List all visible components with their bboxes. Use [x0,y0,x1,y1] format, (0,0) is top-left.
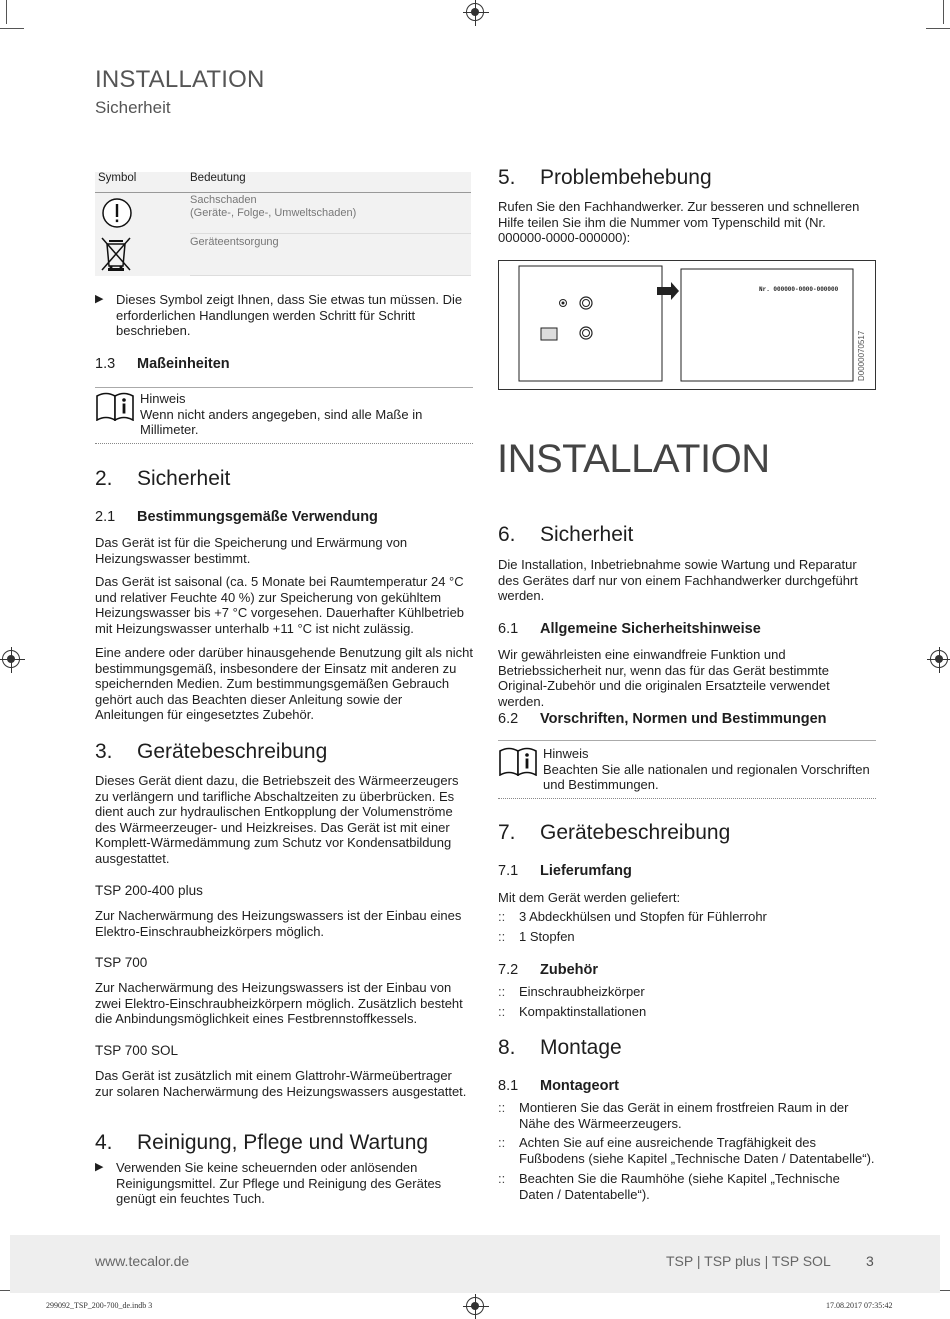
chapter-title: INSTALLATION [497,437,770,481]
page-header-subtitle: Sicherheit [95,98,171,117]
section-number: 8. [498,1036,516,1059]
list-item-text: Einschraubheizkörper [519,984,645,999]
section-heading-7-2 [498,962,598,978]
list-marker: :: [498,984,506,999]
paragraph: Das Gerät ist zusätzlich mit einem Glattrohr-Wärmeübertrager zur solaren Nacherwärmung des Heizungswassers ausgestattet. [95,1068,467,1099]
section-title: Montageort [540,1078,619,1094]
list-marker: :: [498,1100,506,1115]
warning-exclamation-icon [101,197,133,229]
list-item [498,1004,876,1020]
bullet-text: Dieses Symbol zeigt Ihnen, dass Sie etwas tun müssen. Die erforderlichen Handlungen werden Schritt für Schritt beschrieben. [116,292,463,339]
print-slug-date: 17.08.2017 07:35:42 [826,1301,893,1310]
registration-mark-icon [2,650,20,668]
section-title: Montage [540,1036,622,1059]
table-divider [190,275,471,276]
section-heading-3 [95,740,327,764]
section-title: Sicherheit [540,523,634,546]
crop-mark [6,0,7,24]
section-number: 7. [498,821,516,844]
section-title: Gerätebeschreibung [137,740,328,763]
action-bullet [95,1160,473,1207]
section-number: 2. [95,467,113,490]
section-heading-2 [95,467,230,491]
section-heading-8-1 [498,1078,619,1094]
meaning-column-header: Bedeutung [190,172,246,184]
device-panel-illustration [499,261,875,389]
section-heading-2-1 [95,509,378,525]
list-item-text: Beachten Sie die Raumhöhe (siehe Kapitel „Technische Daten / Datentabelle“). [519,1171,840,1202]
list-marker: :: [498,909,506,924]
paragraph: Das Gerät ist für die Speicherung und Erwärmung von Heizungswasser bestimmt. [95,535,408,566]
paragraph: Die Installation, Inbetriebnahme sowie Wartung und Reparatur des Gerätes darf nur von einem Fachhandwerker durchgeführt werden. [498,557,858,604]
type-plate-figure [498,260,876,390]
section-title: Gerätebeschreibung [540,821,731,844]
section-title: Maßeinheiten [137,356,230,372]
section-heading-6 [498,523,633,547]
bullet-arrow-icon: ▶ [95,1161,104,1173]
table-row-desc: Sachschaden (Geräte-, Folge-, Umweltschaden) [190,194,357,219]
symbol-column-header: Symbol [98,172,137,184]
section-number: 7.1 [498,863,519,879]
section-heading-7 [498,821,730,845]
note-top-rule [95,387,473,388]
page-number: 3 [866,1253,874,1269]
section-title: Allgemeine Sicherheitshinweise [540,621,761,637]
section-number: 6.2 [498,711,519,727]
list-item [498,984,876,1000]
section-number: 5. [498,166,516,189]
list-item [498,1100,876,1131]
note-box [498,746,876,799]
info-book-icon [95,391,135,421]
paragraph: Wir gewährleisten eine einwandfreie Funktion und Betriebssicherheit nur, wenn das für das Gerät bestimmte Original-Zubehör und die originalen Ersatzteile verwendet werden. [498,647,830,709]
section-number: 8.1 [498,1078,519,1094]
list-item-text: Achten Sie auf eine ausreichende Tragfähigkeit des Fußbodens (siehe Kapitel „Technische Daten / Datentabelle“). [519,1135,875,1166]
paragraph: Dieses Gerät dient dazu, die Betriebszeit des Wärmeerzeugers zu verlängern und tarifliche Abschaltzeiten zu überbrücken. Es dient auch zur hydraulischen Entkopplung der Volumenströme des Wärmeerzeuger- und Heizkreises. Das Gerät ist mit einer Komplett-Wärmedämmung zum Schutz vor Kondensatbildung ausgestattet. [95,773,459,866]
paragraph: Zur Nacherwärmung des Heizungswassers ist der Einbau eines Elektro-Einschraubheizkörpers möglich. [95,908,462,939]
section-title: Zubehör [540,962,598,978]
section-heading-6-2 [498,711,827,727]
registration-mark-icon [466,1297,484,1315]
section-number: 2.1 [95,509,116,525]
section-number: 6.1 [498,621,519,637]
print-slug-file: 299092_TSP_200-700_de.indb 3 [46,1301,153,1310]
section-title: Lieferumfang [540,863,632,879]
section-number: 1.3 [95,356,116,372]
bullet-text: Verwenden Sie keine scheuernden oder anlösenden Reinigungsmittel. Zur Pflege und Reinigung des Gerätes genügt ein feuchtes Tuch. [116,1160,442,1207]
action-bullet [95,292,473,339]
list-item-text: 3 Abdeckhülsen und Stopfen für Fühlerrohr [519,909,767,924]
section-number: 6. [498,523,516,546]
registration-mark-icon [930,650,948,668]
crop-mark [943,0,944,24]
figure-code: D0000070517 [857,330,866,381]
section-number: 7.2 [498,962,519,978]
list-marker: :: [498,929,506,944]
paragraph: Eine andere oder darüber hinausgehende Benutzung gilt als nicht bestimmungsgemäß, insbesondere der Einsatz mit anderen zu speichernden Medien. Zum bestimmungsgemäßen Gebrauch gehört auch das Beachten dieser Anleitung sowie der Anleitungen für eingesetztes Zubehör. [95,645,473,723]
note-text: Wenn nicht anders angegeben, sind alle Maße in Millimeter. [140,406,423,438]
note-top-rule [498,740,876,741]
info-book-icon [498,746,538,776]
list-marker: :: [498,1171,506,1186]
bullet-arrow-icon: ▶ [95,293,104,305]
list-marker: :: [498,1135,506,1150]
section-number: 4. [95,1131,113,1154]
note-box [95,391,473,444]
section-heading-4 [95,1131,428,1155]
registration-mark-icon [466,3,484,21]
section-heading-1-3 [95,356,230,372]
list-item [498,909,876,925]
section-title: Sicherheit [137,467,231,490]
model-heading: TSP 200-400 plus [95,883,203,898]
note-text: Beachten Sie alle nationalen und regionalen Vorschriften und Bestimmungen. [543,761,870,793]
footer-models: TSP | TSP plus | TSP SOL [666,1253,831,1269]
section-heading-6-1 [498,621,761,637]
paragraph: Zur Nacherwärmung des Heizungswassers ist der Einbau von zwei Elektro-Einschraubheizkörpern möglich. Zusätzlich besteht die Anbindungsmöglichkeit eines Festbrennstoffkessels. [95,980,463,1027]
section-title: Reinigung, Pflege und Wartung [137,1131,429,1154]
list-marker: :: [498,1004,506,1019]
crossed-bin-icon [99,234,133,274]
list-item-text: Kompaktinstallationen [519,1004,647,1019]
model-heading: TSP 700 [95,955,148,970]
paragraph: Das Gerät ist saisonal (ca. 5 Monate bei Raumtemperatur 24 °C und relativer Feuchte 40 %) zur Speicherung von gekühltem Heizungswasser bis +7 °C vorgesehen. Dauerhafter Kühlbetrieb mit Heizungswasser unterhalb +11 °C ist nicht zulässig. [95,574,465,636]
table-row-desc: Geräteentsorgung [190,236,279,248]
list-item [498,1171,876,1202]
table-divider [95,192,471,193]
model-heading: TSP 700 SOL [95,1043,179,1058]
section-heading-5 [498,166,712,190]
section-title: Problembehebung [540,166,712,189]
note-label: Hinweis [543,746,589,761]
paragraph: Mit dem Gerät werden geliefert: [498,890,681,905]
section-heading-7-1 [498,863,632,879]
crop-mark [926,28,950,29]
footer-url: www.tecalor.de [95,1253,190,1269]
list-item-text: 1 Stopfen [519,929,575,944]
section-heading-8 [498,1036,622,1060]
section-title: Vorschriften, Normen und Bestimmungen [540,711,827,727]
paragraph: Rufen Sie den Fachhandwerker. Zur besseren und schnelleren Hilfe teilen Sie ihm die Nummer vom Typenschild mit (Nr. 000000-0000-000000): [498,199,860,246]
crop-mark [0,28,24,29]
note-label: Hinweis [140,391,186,406]
table-divider [190,233,471,234]
symbol-table-background [95,172,471,276]
list-item [498,1135,876,1166]
type-plate-number: Nr. 000000-0000-000000 [759,286,839,293]
page-header-title: INSTALLATION [95,66,265,93]
section-title: Bestimmungsgemäße Verwendung [137,509,378,525]
list-item [498,929,876,945]
section-number: 3. [95,740,113,763]
list-item-text: Montieren Sie das Gerät in einem frostfreien Raum in der Nähe des Wärmeerzeugers. [519,1100,849,1131]
